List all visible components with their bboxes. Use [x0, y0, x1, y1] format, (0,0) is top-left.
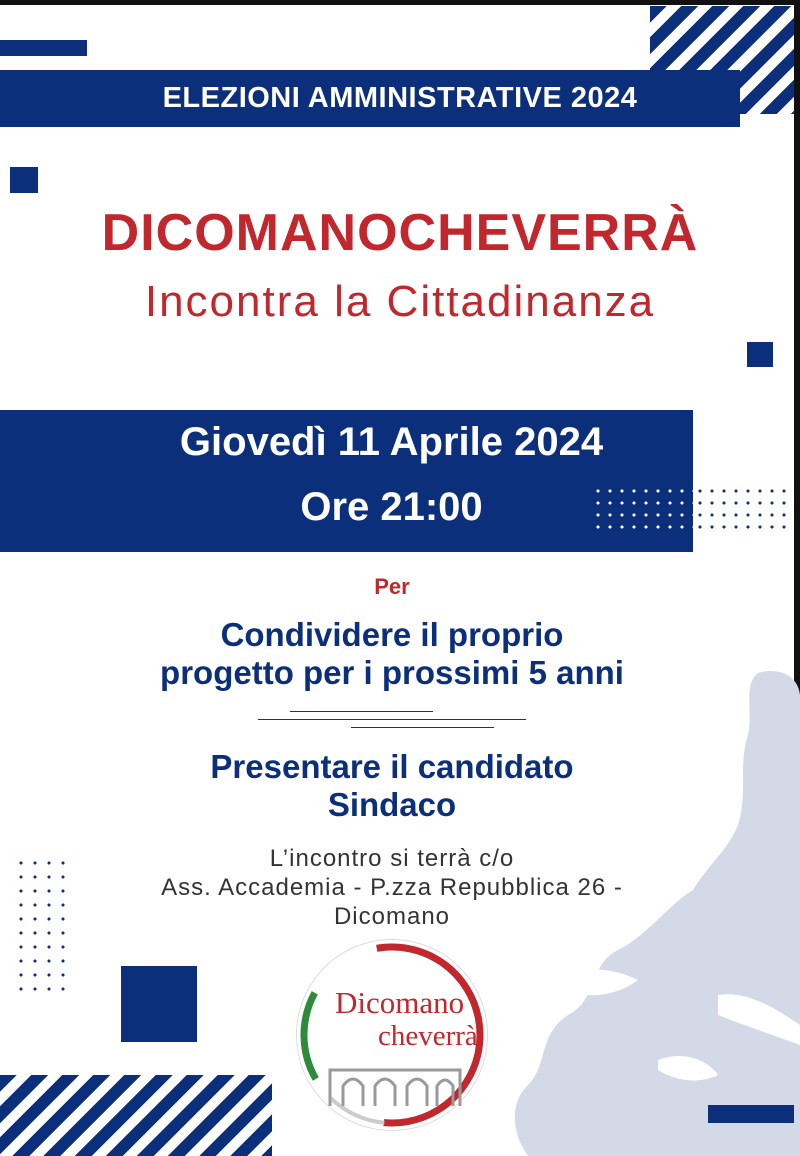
purpose-line: progetto per i prossimi 5 anni — [160, 654, 624, 691]
election-banner — [0, 70, 740, 127]
logo-word-cheverra: cheverrà — [378, 1020, 478, 1052]
purpose-item-share-project — [0, 616, 784, 692]
decorative-bar-bottom-right — [708, 1105, 794, 1123]
venue-line: L’incontro si terrà c/o — [269, 845, 515, 872]
purpose-line: Presentare il candidato — [210, 748, 574, 785]
venue-info — [0, 844, 784, 931]
diagonal-stripes-bottom-left — [0, 1075, 272, 1156]
venue-line: Ass. Accademia - P.zza Repubblica 26 - — [161, 874, 623, 901]
divider-line — [290, 711, 433, 712]
decorative-bar-top-left — [0, 40, 87, 56]
event-date: Giovedì 11 Aprile 2024 — [179, 420, 604, 464]
decorative-square-large — [121, 966, 197, 1042]
purpose-item-present-candidate — [0, 748, 784, 824]
decorative-square — [10, 167, 38, 193]
event-time: Ore 21:00 — [300, 485, 483, 529]
poster-subtitle: Incontra la Cittadinanza — [144, 277, 656, 326]
divider-line — [258, 719, 526, 720]
election-banner-text: ELEZIONI AMMINISTRATIVE 2024 — [162, 82, 638, 114]
purpose-intro: Per — [374, 574, 410, 599]
logo-word-dicomano: Dicomano — [335, 985, 465, 1020]
purpose-line: Sindaco — [327, 786, 457, 823]
poster-title: DICOMANOCHEVERRÀ — [101, 204, 699, 262]
divider-line — [351, 727, 494, 728]
decorative-square — [747, 342, 773, 367]
arches-icon — [325, 1050, 465, 1108]
dot-pattern-left — [14, 856, 74, 998]
venue-line: Dicomano — [333, 903, 451, 930]
purpose-line: Condividere il proprio — [220, 616, 564, 653]
top-frame-border — [0, 0, 800, 5]
